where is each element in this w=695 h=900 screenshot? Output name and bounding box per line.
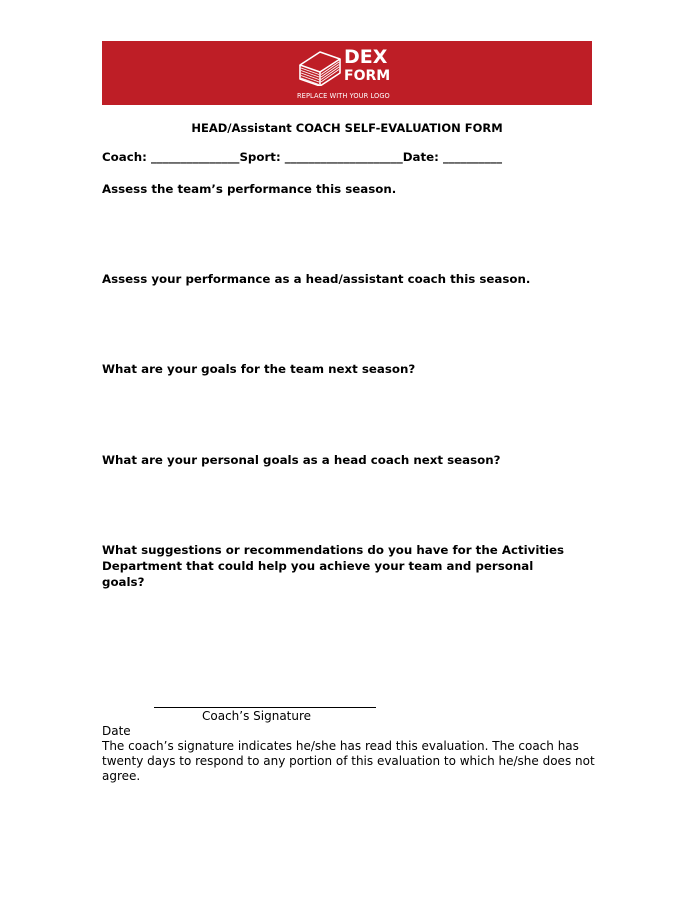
form-title: HEAD/Assistant COACH SELF-EVALUATION FORM <box>191 121 503 135</box>
question-suggestions: What suggestions or recommendations do you have for the Activities Department that could help you achieve your team and personal goals? <box>102 543 565 589</box>
coach-field[interactable]: _______________ <box>150 150 240 164</box>
question-team-performance: Assess the team’s performance this season. <box>102 182 397 196</box>
logo-tagline: REPLACE WITH YOUR LOGO <box>297 92 390 100</box>
logo-word-form: FORM <box>344 68 391 84</box>
coach-label: Coach: <box>102 150 147 164</box>
question-own-performance: Assess your performance as a head/assistant coach this season. <box>102 272 531 286</box>
header-fields <box>102 150 502 164</box>
question-team-goals: What are your goals for the team next season? <box>102 362 416 376</box>
sport-label: Sport: <box>239 150 281 164</box>
date-label-top: Date: <box>402 150 439 164</box>
signature-line[interactable] <box>154 707 376 708</box>
sport-field[interactable]: ____________________ <box>284 150 403 164</box>
logo-word-dex: DEX <box>344 46 388 68</box>
signature-note: The coach’s signature indicates he/she has read this evaluation. The coach has twenty days to respond to any portion of this evaluation to which he/she does not agree. <box>102 739 595 783</box>
logo <box>298 45 398 101</box>
logo-banner <box>102 41 592 105</box>
date-field[interactable]: __________ <box>442 150 502 164</box>
question-personal-goals: What are your personal goals as a head coach next season? <box>102 453 501 467</box>
paper-stack-icon <box>298 48 342 86</box>
signature-label: Coach’s Signature <box>202 709 312 723</box>
date-label: Date <box>102 724 131 738</box>
